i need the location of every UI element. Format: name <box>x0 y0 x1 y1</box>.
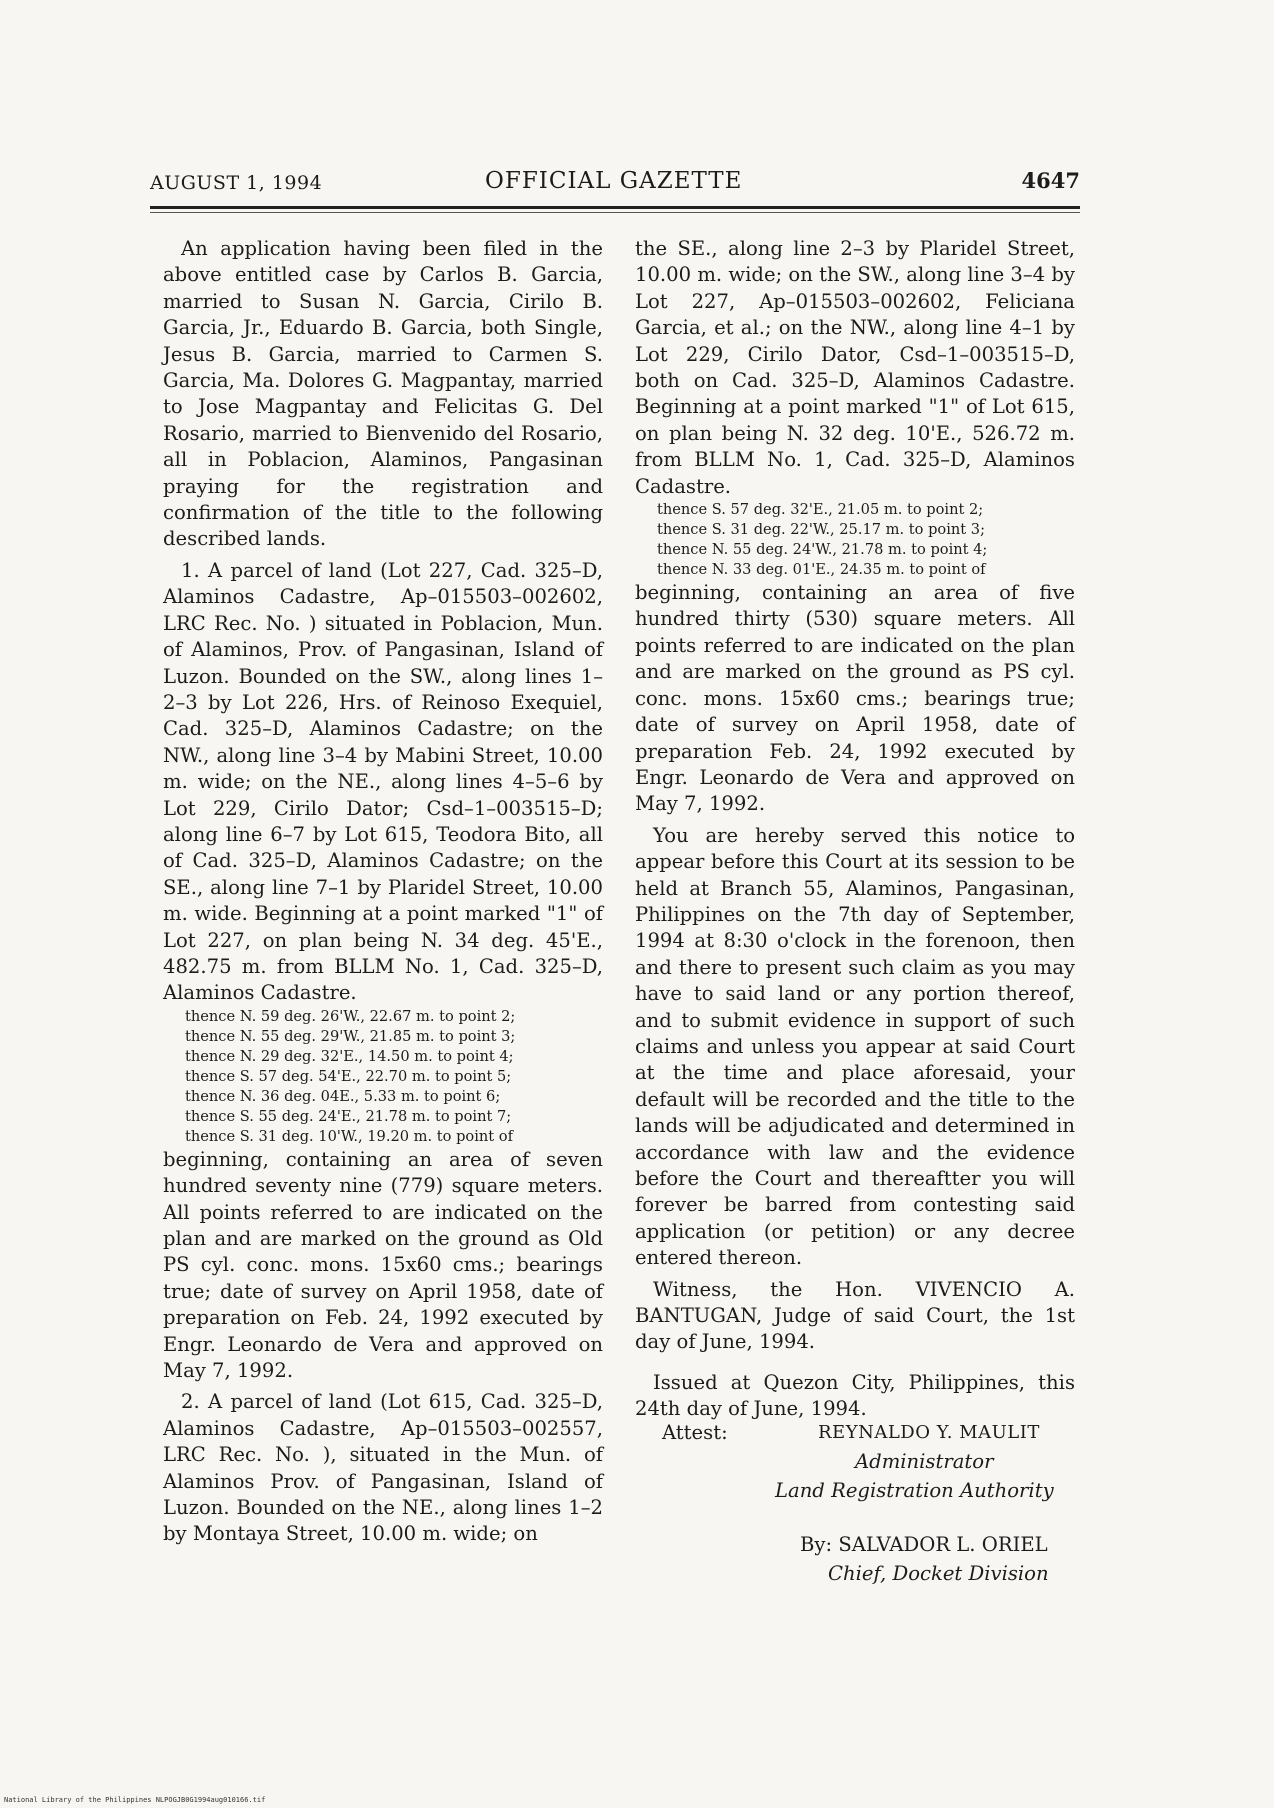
witness-suffix: Judge of said Court, the 1st day of June, 1994. <box>635 1304 1075 1354</box>
by-line <box>800 1531 1048 1559</box>
intro-paragraph: An application having been filed in the above entitled case by Carlos B. Garcia, married to Susan N. Garcia, Cirilo B. Garcia, Jr., Eduardo B. Garcia, both Single, Jesus B. Garcia, married to Carmen S. Garcia, Ma. Dolores G. Magpantay, married to Jose Magpantay and Felicitas G. Del Rosario, married to Bienvenido del Rosario, all in Poblacion, Alaminos, Pangasinan praying for the registration and confirmation of the title to the following described lands. <box>163 237 603 551</box>
witness-paragraph <box>635 1277 1075 1356</box>
bearing-line: thence S. 57 deg. 54'E., 22.70 m. to point 5; <box>185 1067 512 1085</box>
page-header <box>150 168 1080 208</box>
bearing-line: thence N. 33 deg. 01'E., 24.35 m. to point of <box>657 561 986 579</box>
issued-paragraph: Issued at Quezon City, Philippines, this 24th day of June, 1994. <box>635 1370 1075 1421</box>
chief-title: Chief, Docket Division <box>828 1562 1049 1585</box>
bearing-line: thence N. 59 deg. 26'W., 22.67 m. to point 2; <box>185 1007 516 1025</box>
administrator-name: REYNALDO Y. MAULIT <box>818 1422 1040 1443</box>
witness-prefix: Witness, the Hon. <box>653 1277 883 1301</box>
by-label: By: <box>800 1533 833 1556</box>
bearing-line: thence N. 29 deg. 32'E., 14.50 m. to point 4; <box>185 1047 514 1065</box>
header-rule-thin <box>150 212 1080 213</box>
administrator-title: Administrator <box>855 1450 994 1473</box>
bearing-line: thence S. 57 deg. 32'E., 21.05 m. to point 2; <box>657 501 984 519</box>
parcel-1-description: 1. A parcel of land (Lot 227, Cad. 325–D, Alaminos Cadastre, Ap–015503–002602, LRC Rec. No. ) situated in Poblacion, Mun. of Alaminos, Prov. of Pangasinan, Island of Luzon. Bounded on the SW., along lines 1–2–3 by Lot 226, Hrs. of Reinoso Exequiel, Cad. 325–D, Alaminos Cadastre; on the NW., along line 3–4 by Mabini Street, 10.00 m. wide; on the NE., along lines 4–5–6 by Lot 229, Cirilo Dator; Csd–1–003515–D; along line 6–7 by Lot 615, Teodora Bito, all of Cad. 325–D, Alaminos Cadastre; on the SE., along line 7–1 by Plaridel Street, 10.00 m. wide. Beginning at a point marked "1" of Lot 227, on plan being N. 34 deg. 45'E., 482.75 m. from BLLM No. 1, Cad. 325–D, Alaminos Cadastre. <box>163 558 603 1005</box>
publication-title: OFFICIAL GAZETTE <box>485 168 743 194</box>
bearing-line: thence N. 55 deg. 29'W., 21.85 m. to point 3; <box>185 1027 516 1045</box>
scan-footer: National Library of the Philippines NLPOGJB0G1994aug010166.tif <box>4 1796 266 1804</box>
parcel-2-bearings <box>635 500 1075 580</box>
right-column <box>635 236 1075 1423</box>
agency-name: Land Registration Authority <box>775 1479 1054 1502</box>
attest-label: Attest: <box>662 1421 728 1444</box>
bearing-line: thence S. 55 deg. 24'E., 21.78 m. to point 7; <box>185 1107 512 1125</box>
parcel-2-area: beginning, containing an area of five hundred thirty (530) square meters. All points referred to are indicated on the plan and are marked on the ground as PS cyl. conc. mons. 15x60 cms.; bearings true; date of survey on April 1958, date of preparation Feb. 24, 1992 executed by Engr. Leonardo de Vera and approved on May 7, 1992. <box>635 581 1075 816</box>
bearing-line: thence N. 36 deg. 04E., 5.33 m. to point 6; <box>185 1087 501 1105</box>
parcel-1-area: beginning, containing an area of seven hundred seventy nine (779) square meters. All points referred to are indicated on the plan and are marked on the ground as Old PS cyl. conc. mons. 15x60 cms.; bearings true; date of survey on April 1958, date of preparation on Feb. 24, 1992 executed by Engr. Leonardo de Vera and approved on May 7, 1992. <box>163 1147 603 1383</box>
chief-name: SALVADOR L. ORIEL <box>838 1533 1048 1556</box>
issue-date: AUGUST 1, 1994 <box>150 172 323 194</box>
left-column <box>163 236 603 1548</box>
parcel-2-description: 2. A parcel of land (Lot 615, Cad. 325–D, Alaminos Cadastre, Ap–015503–002557, LRC Rec. No. ), situated in the Mun. of Alaminos Prov. of Pangasinan, Island of Luzon. Bounded on the NE., along lines 1–2 by Montaya Street, 10.00 m. wide; on <box>163 1390 603 1546</box>
page-number: 4647 <box>1021 168 1080 193</box>
parcel-2-continuation: the SE., along line 2–3 by Plaridel Street, 10.00 m. wide; on the SW., along line 3–4 by Lot 227, Ap–015503–002602, Feliciana Garcia, et al.; on the NW., along line 4–1 by Lot 229, Cirilo Dator, Csd–1–003515–D, both on Cad. 325–D, Alaminos Cadastre. Beginning at a point marked "1" of Lot 615, on plan being N. 32 deg. 10'E., 526.72 m. from BLLM No. 1, Cad. 325–D, Alaminos Cadastre. <box>635 237 1075 498</box>
bearing-line: thence S. 31 deg. 22'W., 25.17 m. to point 3; <box>657 521 985 539</box>
bearing-line: thence N. 55 deg. 24'W., 21.78 m. to point 4; <box>657 541 988 559</box>
judge-name: VIVENCIO A. BANTUGAN, <box>635 1277 1076 1328</box>
header-rule <box>150 206 1080 209</box>
notice-paragraph: You are hereby served this notice to appear before this Court at its session to be held at Branch 55, Alaminos, Pangasinan, Philippines on the 7th day of September, 1994 at 8:30 o'clock in the forenoon, then and there to present such claim as you may have to said land or any portion thereof, and to submit evidence in support of such claims and unless you appear at said Court at the time and place aforesaid, your default will be recorded and the title to the lands will be adjudicated and determined in accordance with law and the evidence before the Court and thereaftter you will forever be barred from contesting said application (or petition) or any decree entered thereon. <box>635 823 1075 1270</box>
bearing-line: thence S. 31 deg. 10'W., 19.20 m. to point of <box>185 1127 513 1145</box>
parcel-1-bearings <box>163 1007 603 1147</box>
